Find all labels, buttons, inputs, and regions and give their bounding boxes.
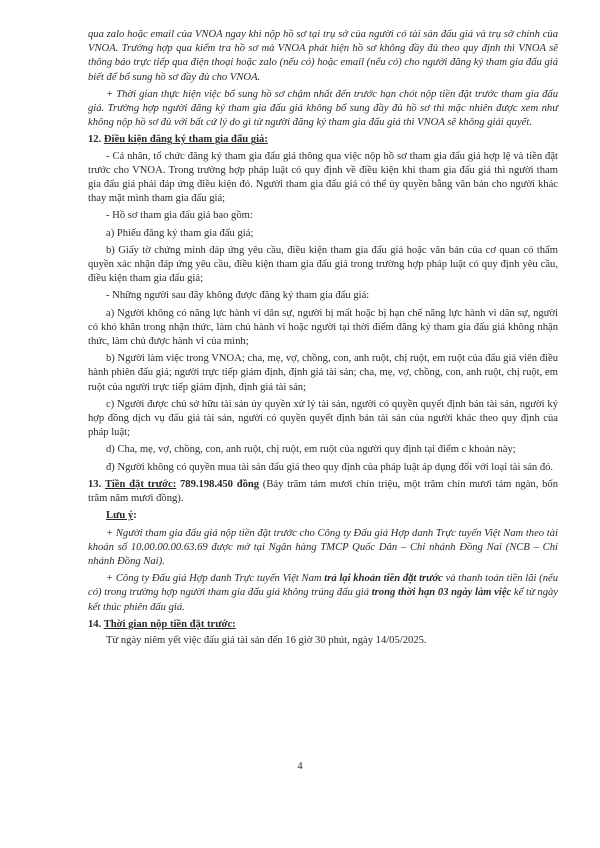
note-2-part-b: trả lại khoản tiền đặt trước <box>324 573 443 585</box>
section-12-paragraph: - Hồ sơ tham gia đấu giá bao gồm: <box>106 210 253 222</box>
page-number: 4 <box>297 761 303 772</box>
note-2-part-a: + Công ty Đấu giá Hợp danh Trực tuyến Việt Nam <box>106 573 325 585</box>
note-paragraph-2 <box>88 572 558 615</box>
note-paragraph-1: + Người tham gia đấu giá nộp tiền đặt trước cho Công ty Đấu giá Hợp danh Trực tuyến Việt Nam theo tài khoản số 10.00.00.00.63.69 được mở tại Ngân hàng TMCP Quốc Dân – Chi nhánh Đồng Nai (NCB – Chi nhánh Đồng Nai). <box>88 527 558 567</box>
section-12-paragraph: c) Người được chủ sở hữu tài sản ủy quyền xử lý tài sản, người có quyền quyết định bán tài sản, người ký hợp đồng dịch vụ đấu giá tài sản, người có quyền quyết định bán tài sản của người khác theo quy định của pháp luật; <box>88 398 558 439</box>
section-13-heading <box>88 478 558 506</box>
note-label: Lưu ý <box>106 510 134 522</box>
section-14-heading <box>88 618 558 632</box>
section-12-paragraph: - Cá nhân, tổ chức đăng ký tham gia đấu giá thông qua việc nộp hồ sơ tham gia đấu giá hợp lệ và tiền đặt trước cho VNOA. Trong trường hợp pháp luật có quy định về điều kiện khi tham gia đấu giá thì người tham gia đấu giá phải đáp ứng điều kiện đó. Người tham gia đấu giá có thể ủy quyền bằng văn bản cho người khác thay mặt mình tham gia đấu giá; <box>88 150 558 205</box>
section-12-title: Điều kiện đăng ký tham gia đấu giá: <box>103 134 268 146</box>
note-colon: : <box>133 510 137 522</box>
section-14-paragraph: Từ ngày niêm yết việc đấu giá tài sản đến 16 giờ 30 phút, ngày 14/05/2025. <box>106 634 427 646</box>
section-14-title: Thời gian nộp tiền đặt trước: <box>103 618 236 630</box>
section-12-paragraph: đ) Người không có quyền mua tài sản đấu giá theo quy định của pháp luật áp dụng đối với loại tài sản đó. <box>106 461 554 473</box>
section-12-paragraph: b) Người làm việc trong VNOA; cha, mẹ, vợ, chồng, con, anh ruột, chị ruột, em ruột của đấu giá viên điều hành phiên đấu giá; người trực tiếp giám định, định giá tài sản; cha, mẹ, vợ, chồng, con, anh ruột, chị ruột, em ruột của người trực tiếp giám định, định giá tài sản; <box>88 353 558 393</box>
top-paragraph-1: qua zalo hoặc email của VNOA ngay khi nộp hồ sơ tại trụ sở của người có tài sản đấu giá và trụ sở chính của VNOA. Trường hợp qua kiểm tra hồ sơ mà VNOA phát hiện hồ sơ không đầy đủ theo quy định thì VNOA sẽ thông báo trực tiếp qua điện thoại hoặc zalo (nếu có) hoặc email (nếu có) cho người đăng ký tham gia đấu giá biết để bổ sung hồ sơ đầy đủ cho VNOA. <box>88 29 558 83</box>
deposit-amount-words: (Bảy trăm tám mươi chín triệu, một trăm chín mươi tám ngàn, bốn trăm năm mươi đồng). <box>88 478 558 505</box>
note-2-part-d: trong thời hạn 03 ngày làm việc <box>371 587 512 599</box>
top-paragraph-2: + Thời gian thực hiện việc bổ sung hồ sơ chậm nhất đến trước hạn chót nộp tiền đặt trước tham gia đấu giá. Trường hợp người đăng ký tham gia đấu giá không bổ sung đầy đủ hồ sơ thì mặc nhiên được xem như không nộp hồ sơ đủ với bất cứ lý do gì từ người đăng ký tham gia đấu giá thì VNOA sẽ không giải quyết. <box>88 88 558 129</box>
section-14-number: 14. <box>88 618 102 630</box>
section-13-title: Tiền đặt trước: <box>104 478 177 490</box>
note-label-line <box>88 509 558 523</box>
section-13-number: 13. <box>88 478 102 490</box>
note-2-part-e: kể từ ngày kết thúc phiên đấu giá. <box>88 587 559 613</box>
section-12-number: 12. <box>88 134 102 146</box>
deposit-amount: 789.198.450 đồng <box>180 478 260 490</box>
section-12-paragraph: - Những người sau đây không được đăng ký tham gia đấu giá: <box>106 290 370 302</box>
note-2-part-c: và thanh toán tiền lãi (nếu có) trong trường hợp người tham gia đấu giá không trúng đấu giá <box>88 573 558 599</box>
section-12-heading <box>88 133 558 147</box>
section-12-paragraph: b) Giấy tờ chứng minh đáp ứng yêu cầu, điều kiện tham gia đấu giá hoặc văn bản của cơ quan có thẩm quyền xác nhận đáp ứng yêu cầu, điều kiện tham gia đấu giá trong trường hợp pháp luật có quy định yêu cầu, điều kiện tham gia đấu giá; <box>88 244 558 285</box>
section-12-paragraph: a) Phiếu đăng ký tham gia đấu giá; <box>106 227 254 239</box>
section-12-paragraph: d) Cha, mẹ, vợ, chồng, con, anh ruột, chị ruột, em ruột của người quy định tại điểm c khoản này; <box>106 444 516 456</box>
section-12-paragraph: a) Người không có năng lực hành vi dân sự, người bị mất hoặc bị hạn chế năng lực hành vi dân sự, người có khó khăn trong nhận thức, làm chủ hành vi hoặc người tại thời điểm đăng ký tham gia đấu giá không nhận thức, làm chủ được hành vi của mình; <box>88 307 558 348</box>
